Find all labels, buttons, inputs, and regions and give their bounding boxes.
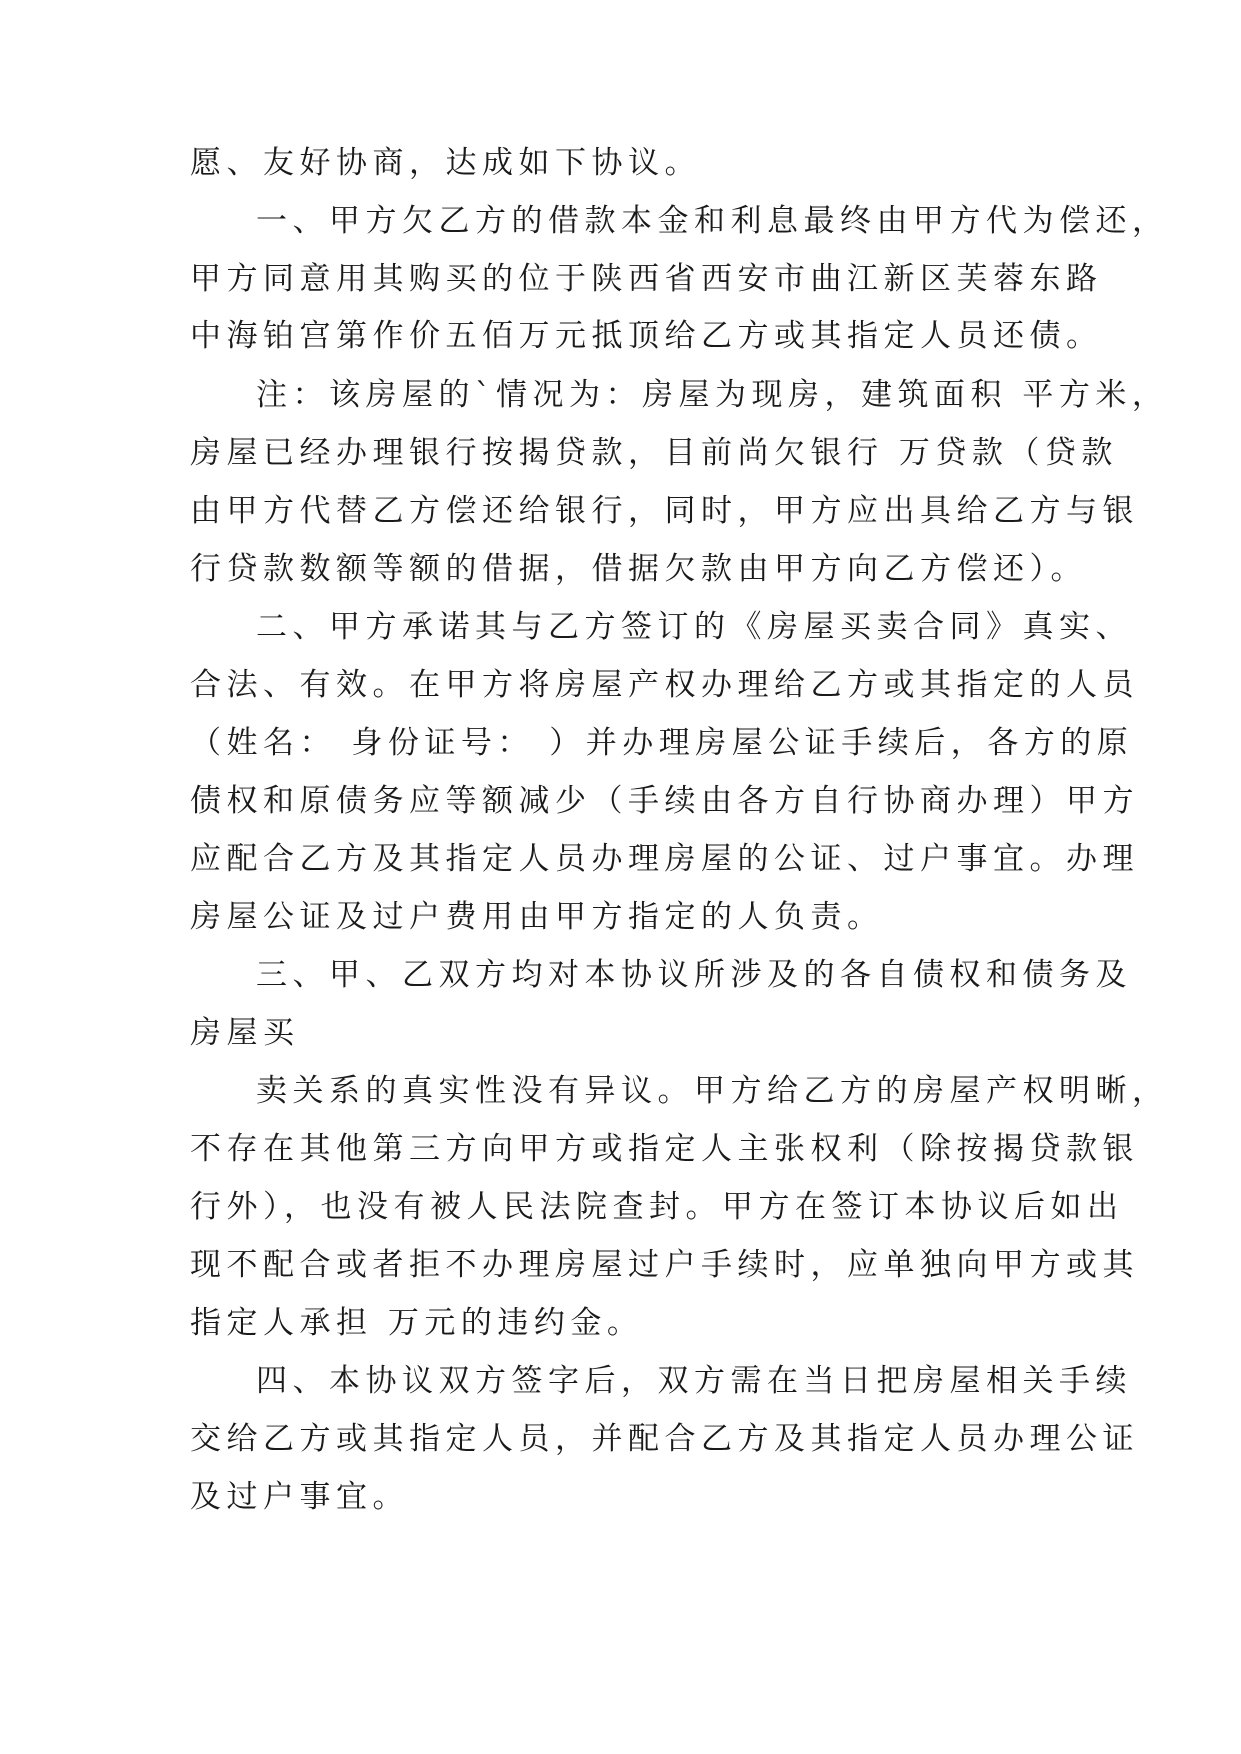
text-line: 房屋已经办理银行按揭贷款，目前尚欠银行 万贷款（贷款 bbox=[190, 435, 1118, 471]
text-line: 合法、有效。在甲方将房屋产权办理给乙方或其指定的人员 bbox=[190, 667, 1139, 703]
text-line: （姓名： 身份证号： ）并办理房屋公证手续后，各方的原 bbox=[190, 725, 1134, 761]
clause-2-heading-line: 二、甲方承诺其与乙方签订的《房屋买卖合同》真实、 bbox=[256, 609, 1132, 645]
text-line: 愿、友好协商，达成如下协议。 bbox=[190, 145, 701, 181]
text-line: 行外），也没有被人民法院查封。甲方在签订本协议后如出 bbox=[190, 1189, 1124, 1225]
text-line: 房屋公证及过户费用由甲方指定的人负责。 bbox=[190, 899, 884, 935]
text-line: 及过户事宜。 bbox=[190, 1479, 409, 1515]
text-line: 不存在其他第三方向甲方或指定人主张权利（除按揭贷款银 bbox=[190, 1131, 1139, 1167]
note-heading-line: 注：该房屋的`情况为：房屋为现房，建筑面积 平方米， bbox=[256, 377, 1169, 413]
clause-4-heading-line: 四、本协议双方签字后，双方需在当日把房屋相关手续 bbox=[256, 1363, 1132, 1399]
clause-3-heading-line: 三、甲、乙双方均对本协议所涉及的各自债权和债务及 bbox=[256, 957, 1132, 993]
text-line: 指定人承担 万元的违约金。 bbox=[190, 1305, 644, 1341]
text-line: 房屋买 bbox=[190, 1015, 300, 1051]
text-line: 卖关系的真实性没有异议。甲方给乙方的房屋产权明晰， bbox=[256, 1073, 1169, 1109]
text-line: 债权和原债务应等额减少（手续由各方自行协商办理）甲方 bbox=[190, 783, 1139, 819]
text-line: 交给乙方或其指定人员，并配合乙方及其指定人员办理公证 bbox=[190, 1421, 1139, 1457]
text-line: 由甲方代替乙方偿还给银行，同时，甲方应出具给乙方与银 bbox=[190, 493, 1139, 529]
text-line: 现不配合或者拒不办理房屋过户手续时，应单独向甲方或其 bbox=[190, 1247, 1139, 1283]
text-line: 应配合乙方及其指定人员办理房屋的公证、过户事宜。办理 bbox=[190, 841, 1139, 877]
text-line: 甲方同意用其购买的位于陕西省西安市曲江新区芙蓉东路 bbox=[190, 261, 1103, 297]
text-line: 行贷款数额等额的借据，借据欠款由甲方向乙方偿还）。 bbox=[190, 551, 1087, 587]
clause-1-heading-line: 一、甲方欠乙方的借款本金和利息最终由甲方代为偿还， bbox=[256, 203, 1169, 239]
text-line: 中海铂宫第作价五佰万元抵顶给乙方或其指定人员还债。 bbox=[190, 318, 1103, 354]
